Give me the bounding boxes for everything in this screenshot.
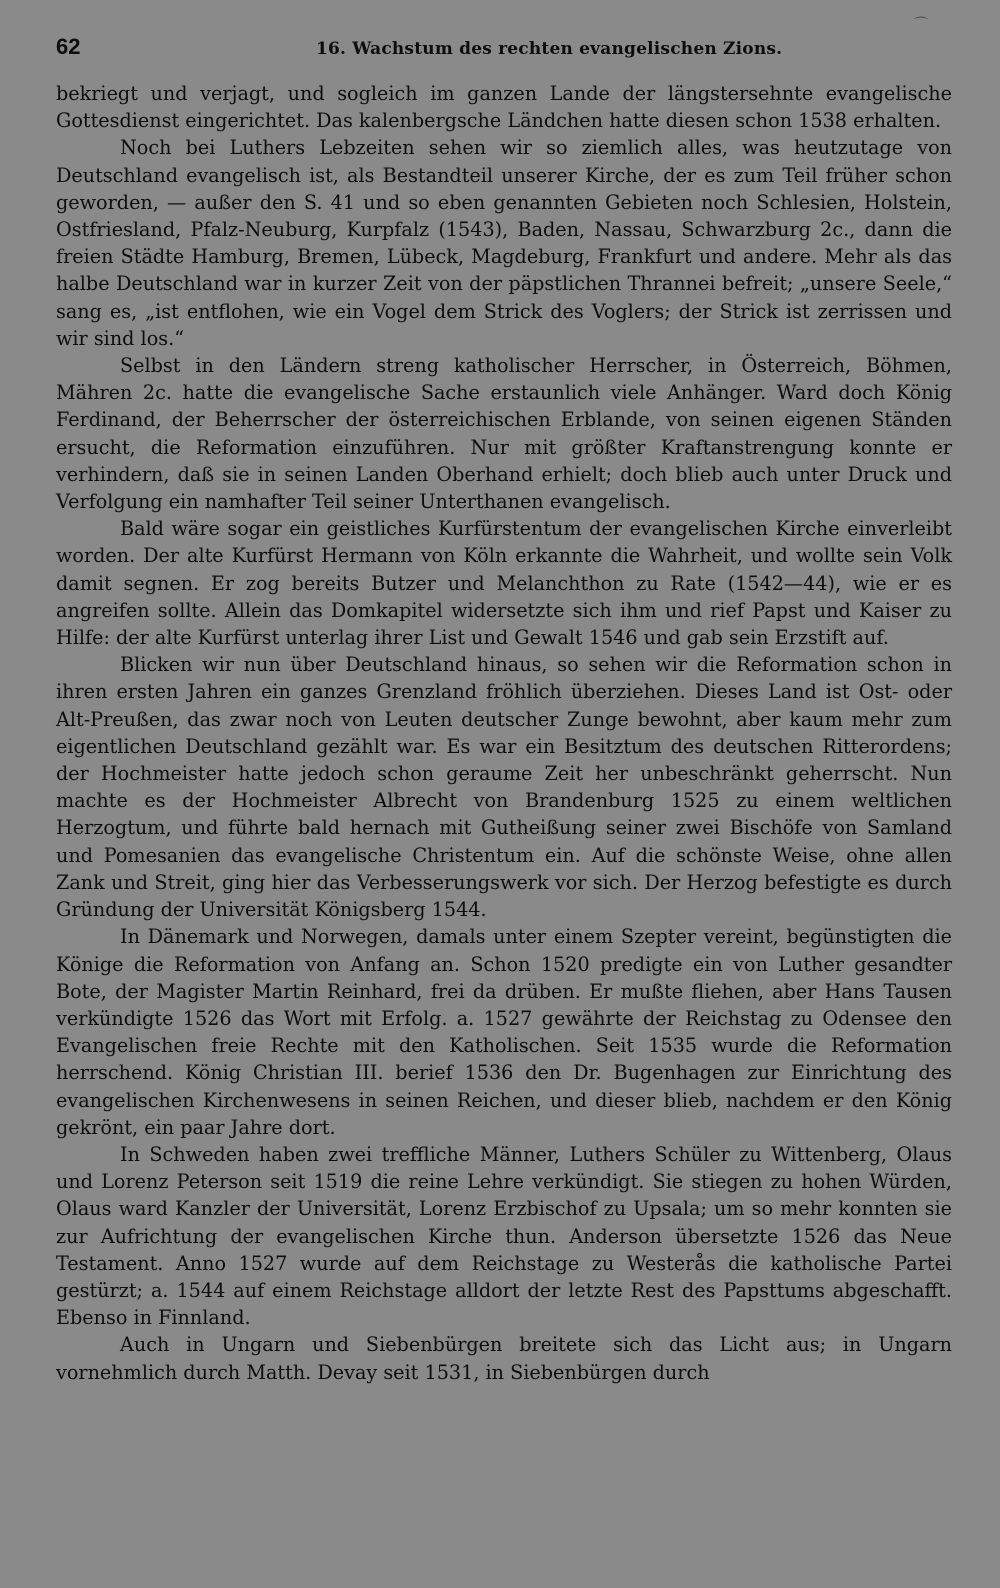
paragraph: Bald wäre sogar ein geistliches Kurfürstentum der evangelischen Kirche einverleibt worden. Der alte Kurfürst Hermann von Köln erkannte die Wahrheit, und wollte sein Volk damit segnen. Er zog bereits Butzer und Melanchthon zu Rate (1542—44), wie er es angreifen sollte. Allein das Domkapitel widersetzte sich ihm und rief Papst und Kaiser zu Hilfe: der alte Kurfürst unterlag ihrer List und Gewalt 1546 und gab sein Erzstift auf. [56,517,952,650]
paragraph: In Schweden haben zwei treffliche Männer, Luthers Schüler zu Wittenberg, Olaus und Lorenz Peterson seit 1519 die reine Lehre verkündigt. Sie stiegen zu hohen Würden, Olaus ward Kanzler der Universität, Lorenz Erzbischof zu Upsala; um so mehr konnten sie zur Aufrichtung der evangelischen Kirche thun. Anderson übersetzte 1526 das Neue Testament. Anno 1527 wurde auf dem Reichstage zu Westerås die katholische Partei gestürzt; a. 1544 auf einem Reichstage alldort der letzte Rest des Papsttums abgeschafft. Ebenso in Finnland. [56,1142,952,1330]
paragraph: Noch bei Luthers Lebzeiten sehen wir so ziemlich alles, was heutzutage von Deutschland evangelisch ist, als Bestandteil unserer Kirche, der es zum Teil früher schon geworden, — außer den S. 41 und so eben genannten Gebieten noch Schlesien, Holstein, Ostfriesland, Pfalz-Neuburg, Kurpfalz (1543), Baden, Nassau, Schwarzburg 2c., dann die freien Städte Hamburg, Bremen, Lübeck, Magdeburg, Frankfurt und andere. Mehr als das halbe Deutschland war in kurzer Zeit von der päpstlichen Thrannei befreit; „unsere Seele,“ sang es, „ist entflohen, wie ein Vogel dem Strick des Voglers; der Strick ist zerrissen und wir sind los.“ [56,136,952,350]
page-header [56,34,952,66]
body-text [56,80,952,1386]
page-number: 62 [56,34,81,59]
paragraph: Blicken wir nun über Deutschland hinaus, so sehen wir die Reformation schon in ihren ersten Jahren ein ganzes Grenzland fröhlich überziehen. Dieses Land ist Ost- oder Alt-Preußen, das zwar noch von Leuten deutscher Zunge bewohnt, aber kaum mehr zum eigentlichen Deutschland gezählt war. Es war ein Besitztum des deutschen Ritterordens; der Hochmeister hatte jedoch schon geraume Zeit her unbeschränkt geherrscht. Nun machte es der Hochmeister Albrecht von Brandenburg 1525 zu einem weltlichen Herzogtum, und führte bald hernach mit Gutheißung seiner zwei Bischöfe von Samland und Pomesanien das evangelische Christentum ein. Auf die schönste Weise, ohne allen Zank und Streit, ging hier das Verbesserungswerk vor sich. Der Herzog befestigte es durch Gründung der Universität Königsberg 1544. [56,653,952,922]
paragraph: Selbst in den Ländern streng katholischer Herrscher, in Österreich, Böhmen, Mähren 2c. hatte die evangelische Sache erstaunlich viele Anhänger. Ward doch König Ferdinand, der Beherrscher der österreichischen Erblande, von seinen eigenen Ständen ersucht, die Reformation einzuführen. Nur mit größter Kraftanstrengung konnte er verhindern, daß sie in seinen Landen Oberhand erhielt; doch blieb auch unter Druck und Verfolgung ein namhafter Teil seiner Unterthanen evangelisch. [56,354,952,514]
paragraph: Auch in Ungarn und Siebenbürgen breitete sich das Licht aus; in Ungarn vornehmlich durch Matth. Devay seit 1531, in Siebenbürgen durch [56,1333,952,1384]
corner-mark: ⌒ [914,17,928,33]
running-title: 16. Wachstum des rechten evangelischen Zions. [316,39,783,59]
paragraph: bekriegt und verjagt, und sogleich im ganzen Lande der längstersehnte evangelische Gottesdienst eingerichtet. Das kalenbergsche Ländchen hatte diesen schon 1538 erhalten. [56,82,952,133]
paragraph: In Dänemark und Norwegen, damals unter einem Szepter vereint, begünstigten die Könige die Reformation von Anfang an. Schon 1520 predigte ein von Luther gesandter Bote, der Magister Martin Reinhard, frei da drüben. Er mußte fliehen, aber Hans Tausen verkündigte 1526 das Wort mit Erfolg. a. 1527 gewährte der Reichstag zu Odensee den Evangelischen freie Rechte mit den Katholischen. Seit 1535 wurde die Reformation herrschend. König Christian III. berief 1536 den Dr. Bugenhagen zur Einrichtung des evangelischen Kirchenwesens in seinen Reichen, und dieser blieb, nachdem er den König gekrönt, ein paar Jahre dort. [56,925,952,1139]
